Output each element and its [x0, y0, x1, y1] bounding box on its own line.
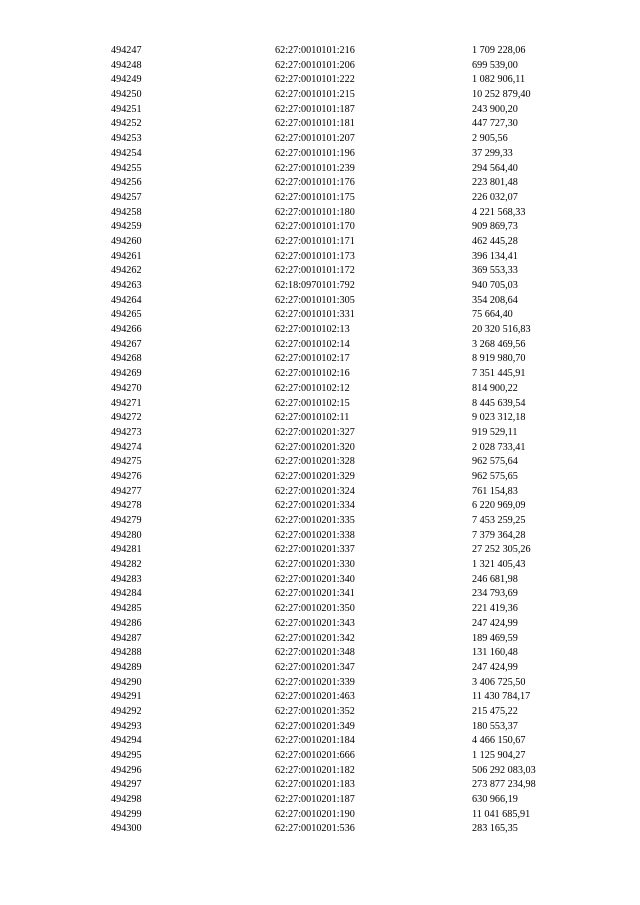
- table-row: [0, 191, 640, 206]
- table-row: [0, 397, 640, 412]
- table-row: [0, 294, 640, 309]
- cadastral-number: 62:27:0010201:190: [275, 808, 355, 820]
- row-number: 494276: [111, 470, 142, 482]
- table-row: [0, 602, 640, 617]
- row-number: 494294: [111, 735, 142, 747]
- cadastral-value: 4 466 150,67: [472, 735, 526, 747]
- table-row: [0, 73, 640, 88]
- cadastral-value: 462 445,28: [472, 235, 518, 247]
- cadastral-number: 62:27:0010102:14: [275, 338, 350, 350]
- table-row: [0, 323, 640, 338]
- row-number: 494287: [111, 632, 142, 644]
- cadastral-value: 761 154,83: [472, 485, 518, 497]
- table-row: [0, 705, 640, 720]
- row-number: 494255: [111, 162, 142, 174]
- cadastral-number: 62:27:0010102:15: [275, 397, 350, 409]
- cadastral-value: 447 727,30: [472, 118, 518, 130]
- cadastral-number: 62:27:0010201:343: [275, 617, 355, 629]
- cadastral-value: 10 252 879,40: [472, 89, 531, 101]
- row-number: 494279: [111, 515, 142, 526]
- row-number: 494296: [111, 764, 142, 776]
- table-row: [0, 338, 640, 353]
- cadastral-value: 2 028 733,41: [472, 441, 526, 453]
- cadastral-number: 62:27:0010102:13: [275, 324, 350, 336]
- cadastral-value: 1 082 906,11: [472, 74, 526, 86]
- cadastral-value: 243 900,20: [472, 103, 518, 115]
- cadastral-value: 3 406 725,50: [472, 676, 526, 688]
- cadastral-number: 62:27:0010201:334: [275, 500, 355, 512]
- cadastral-value: 221 419,36: [472, 603, 518, 615]
- table-row: [0, 279, 640, 294]
- cadastral-number: 62:27:0010201:324: [275, 485, 355, 497]
- table-row: [0, 132, 640, 147]
- cadastral-value: 962 575,64: [472, 456, 518, 468]
- cadastral-number: 62:27:0010101:331: [275, 309, 355, 321]
- cadastral-value: 273 877 234,98: [472, 779, 536, 791]
- row-number: 494265: [111, 309, 142, 321]
- cadastral-value: 247 424,99: [472, 661, 518, 673]
- row-number: 494271: [111, 397, 142, 409]
- table-row: [0, 676, 640, 691]
- cadastral-number: 62:27:0010201:352: [275, 705, 355, 717]
- cadastral-value: 1 125 904,27: [472, 750, 526, 761]
- row-number: 494273: [111, 426, 142, 438]
- row-number: 494286: [111, 617, 142, 629]
- cadastral-value: 940 705,03: [472, 280, 518, 291]
- row-number: 494275: [111, 456, 142, 468]
- cadastral-value: 6 220 969,09: [472, 500, 526, 512]
- cadastral-number: 62:27:0010101:171: [275, 235, 355, 247]
- row-number: 494267: [111, 338, 142, 350]
- row-number: 494262: [111, 265, 142, 277]
- cadastral-number: 62:27:0010201:347: [275, 661, 355, 673]
- cadastral-number: 62:27:0010201:338: [275, 529, 355, 541]
- cadastral-number: 62:27:0010101:170: [275, 221, 355, 233]
- table-row: [0, 426, 640, 441]
- cadastral-number: 62:27:0010201:463: [275, 691, 355, 703]
- cadastral-value: 909 869,73: [472, 221, 518, 233]
- cadastral-value: 283 165,35: [472, 823, 518, 835]
- cadastral-number: 62:27:0010201:330: [275, 559, 355, 571]
- cadastral-number: 62:27:0010101:172: [275, 265, 355, 277]
- table-row: [0, 734, 640, 749]
- cadastral-number: 62:27:0010201:339: [275, 676, 355, 688]
- cadastral-value: 27 252 305,26: [472, 544, 531, 556]
- cadastral-number: 62:27:0010101:175: [275, 191, 355, 203]
- table-row: [0, 573, 640, 588]
- cadastral-value: 11 041 685,91: [472, 808, 531, 820]
- row-number: 494256: [111, 177, 142, 189]
- table-row: [0, 661, 640, 676]
- row-number: 494254: [111, 147, 142, 159]
- cadastral-number: 62:27:0010101:207: [275, 133, 355, 145]
- table-row: [0, 103, 640, 118]
- cadastral-value: 7 453 259,25: [472, 515, 526, 526]
- cadastral-value: 699 539,00: [472, 59, 518, 71]
- table-row: [0, 720, 640, 735]
- cadastral-value: 369 553,33: [472, 265, 518, 277]
- table-row: [0, 162, 640, 177]
- row-number: 494278: [111, 500, 142, 512]
- cadastral-number: 62:27:0010201:348: [275, 647, 355, 659]
- row-number: 494260: [111, 235, 142, 247]
- cadastral-number: 62:27:0010201:666: [275, 750, 355, 761]
- table-row: [0, 206, 640, 221]
- row-number: 494299: [111, 808, 142, 820]
- cadastral-value: 506 292 083,03: [472, 764, 536, 776]
- cadastral-value: 1 321 405,43: [472, 559, 526, 571]
- cadastral-number: 62:27:0010201:183: [275, 779, 355, 791]
- table-row: [0, 690, 640, 705]
- cadastral-number: 62:27:0010201:350: [275, 603, 355, 615]
- table-row: [0, 543, 640, 558]
- cadastral-value: 246 681,98: [472, 573, 518, 585]
- table-row: [0, 470, 640, 485]
- cadastral-number: 62:27:0010101:180: [275, 206, 355, 218]
- row-number: 494270: [111, 382, 142, 394]
- cadastral-value: 294 564,40: [472, 162, 518, 174]
- row-number: 494280: [111, 529, 142, 541]
- table-row: [0, 88, 640, 103]
- cadastral-value: 247 424,99: [472, 617, 518, 629]
- row-number: 494248: [111, 59, 142, 71]
- cadastral-number: 62:27:0010102:12: [275, 382, 350, 394]
- cadastral-number: 62:27:0010201:184: [275, 735, 355, 747]
- table-row: [0, 308, 640, 323]
- cadastral-value: 630 966,19: [472, 794, 518, 806]
- row-number: 494298: [111, 794, 142, 806]
- table-row: [0, 441, 640, 456]
- table-row: [0, 793, 640, 808]
- table-row: [0, 514, 640, 529]
- cadastral-value: 234 793,69: [472, 588, 518, 600]
- cadastral-number: 62:27:0010102:11: [275, 412, 350, 424]
- cadastral-number: 62:27:0010102:16: [275, 368, 350, 380]
- document-table: [0, 44, 640, 837]
- row-number: 494283: [111, 573, 142, 585]
- row-number: 494289: [111, 661, 142, 673]
- row-number: 494290: [111, 676, 142, 688]
- cadastral-value: 7 351 445,91: [472, 368, 526, 380]
- table-row: [0, 499, 640, 514]
- row-number: 494264: [111, 294, 142, 306]
- table-row: [0, 44, 640, 59]
- table-row: [0, 587, 640, 602]
- cadastral-value: 8 445 639,54: [472, 397, 526, 409]
- row-number: 494258: [111, 206, 142, 218]
- table-row: [0, 367, 640, 382]
- cadastral-value: 396 134,41: [472, 250, 518, 262]
- table-row: [0, 59, 640, 74]
- row-number: 494288: [111, 647, 142, 659]
- table-row: [0, 632, 640, 647]
- table-row: [0, 220, 640, 235]
- cadastral-number: 62:27:0010201:335: [275, 515, 355, 526]
- cadastral-number: 62:27:0010201:182: [275, 764, 355, 776]
- cadastral-value: 7 379 364,28: [472, 529, 526, 541]
- table-row: [0, 778, 640, 793]
- cadastral-value: 8 919 980,70: [472, 353, 526, 365]
- row-number: 494269: [111, 368, 142, 380]
- table-row: [0, 764, 640, 779]
- cadastral-value: 1 709 228,06: [472, 45, 526, 56]
- cadastral-value: 37 299,33: [472, 147, 513, 159]
- row-number: 494261: [111, 250, 142, 262]
- cadastral-value: 2 905,56: [472, 133, 508, 145]
- table-row: [0, 455, 640, 470]
- row-number: 494266: [111, 324, 142, 336]
- table-row: [0, 646, 640, 661]
- row-number: 494251: [111, 103, 142, 115]
- row-number: 494274: [111, 441, 142, 453]
- row-number: 494295: [111, 750, 142, 761]
- cadastral-number: 62:27:0010101:196: [275, 147, 355, 159]
- cadastral-value: 4 221 568,33: [472, 206, 526, 218]
- cadastral-value: 131 160,48: [472, 647, 518, 659]
- cadastral-number: 62:18:0970101:792: [275, 280, 355, 291]
- cadastral-number: 62:27:0010201:187: [275, 794, 355, 806]
- cadastral-number: 62:27:0010201:536: [275, 823, 355, 835]
- cadastral-value: 962 575,65: [472, 470, 518, 482]
- cadastral-number: 62:27:0010101:216: [275, 45, 355, 56]
- table-row: [0, 529, 640, 544]
- table-row: [0, 822, 640, 837]
- table-row: [0, 749, 640, 764]
- cadastral-value: 814 900,22: [472, 382, 518, 394]
- table-row: [0, 382, 640, 397]
- row-number: 494284: [111, 588, 142, 600]
- row-number: 494281: [111, 544, 142, 556]
- cadastral-number: 62:27:0010101:176: [275, 177, 355, 189]
- row-number: 494249: [111, 74, 142, 86]
- row-number: 494250: [111, 89, 142, 101]
- cadastral-number: 62:27:0010201:320: [275, 441, 355, 453]
- cadastral-number: 62:27:0010201:340: [275, 573, 355, 585]
- table-row: [0, 352, 640, 367]
- cadastral-number: 62:27:0010201:337: [275, 544, 355, 556]
- cadastral-number: 62:27:0010102:17: [275, 353, 350, 365]
- cadastral-number: 62:27:0010101:206: [275, 59, 355, 71]
- row-number: 494272: [111, 412, 142, 424]
- table-row: [0, 617, 640, 632]
- row-number: 494293: [111, 720, 142, 732]
- table-row: [0, 250, 640, 265]
- row-number: 494291: [111, 691, 142, 703]
- cadastral-value: 180 553,37: [472, 720, 518, 732]
- cadastral-number: 62:27:0010101:181: [275, 118, 355, 130]
- table-row: [0, 558, 640, 573]
- table-row: [0, 411, 640, 426]
- cadastral-value: 215 475,22: [472, 705, 518, 717]
- row-number: 494282: [111, 559, 142, 571]
- row-number: 494263: [111, 280, 142, 291]
- cadastral-value: 9 023 312,18: [472, 412, 526, 424]
- cadastral-number: 62:27:0010101:305: [275, 294, 355, 306]
- table-row: [0, 117, 640, 132]
- cadastral-number: 62:27:0010201:327: [275, 426, 355, 438]
- row-number: 494300: [111, 823, 142, 835]
- row-number: 494292: [111, 705, 142, 717]
- table-row: [0, 235, 640, 250]
- cadastral-number: 62:27:0010201:329: [275, 470, 355, 482]
- cadastral-number: 62:27:0010101:215: [275, 89, 355, 101]
- cadastral-number: 62:27:0010101:239: [275, 162, 355, 174]
- cadastral-number: 62:27:0010201:349: [275, 720, 355, 732]
- table-row: [0, 808, 640, 823]
- cadastral-number: 62:27:0010201:341: [275, 588, 355, 600]
- cadastral-value: 11 430 784,17: [472, 691, 531, 703]
- cadastral-number: 62:27:0010201:342: [275, 632, 355, 644]
- row-number: 494252: [111, 118, 142, 130]
- table-row: [0, 485, 640, 500]
- cadastral-value: 354 208,64: [472, 294, 518, 306]
- cadastral-value: 3 268 469,56: [472, 338, 526, 350]
- cadastral-value: 20 320 516,83: [472, 324, 531, 336]
- row-number: 494247: [111, 45, 142, 56]
- row-number: 494257: [111, 191, 142, 203]
- cadastral-value: 75 664,40: [472, 309, 513, 321]
- cadastral-number: 62:27:0010101:173: [275, 250, 355, 262]
- row-number: 494277: [111, 485, 142, 497]
- cadastral-value: 919 529,11: [472, 426, 518, 438]
- row-number: 494259: [111, 221, 142, 233]
- table-row: [0, 176, 640, 191]
- cadastral-value: 226 032,07: [472, 191, 518, 203]
- table-row: [0, 264, 640, 279]
- table-row: [0, 147, 640, 162]
- row-number: 494253: [111, 133, 142, 145]
- cadastral-number: 62:27:0010101:187: [275, 103, 355, 115]
- cadastral-number: 62:27:0010201:328: [275, 456, 355, 468]
- cadastral-value: 189 469,59: [472, 632, 518, 644]
- row-number: 494268: [111, 353, 142, 365]
- cadastral-number: 62:27:0010101:222: [275, 74, 355, 86]
- row-number: 494297: [111, 779, 142, 791]
- row-number: 494285: [111, 603, 142, 615]
- cadastral-value: 223 801,48: [472, 177, 518, 189]
